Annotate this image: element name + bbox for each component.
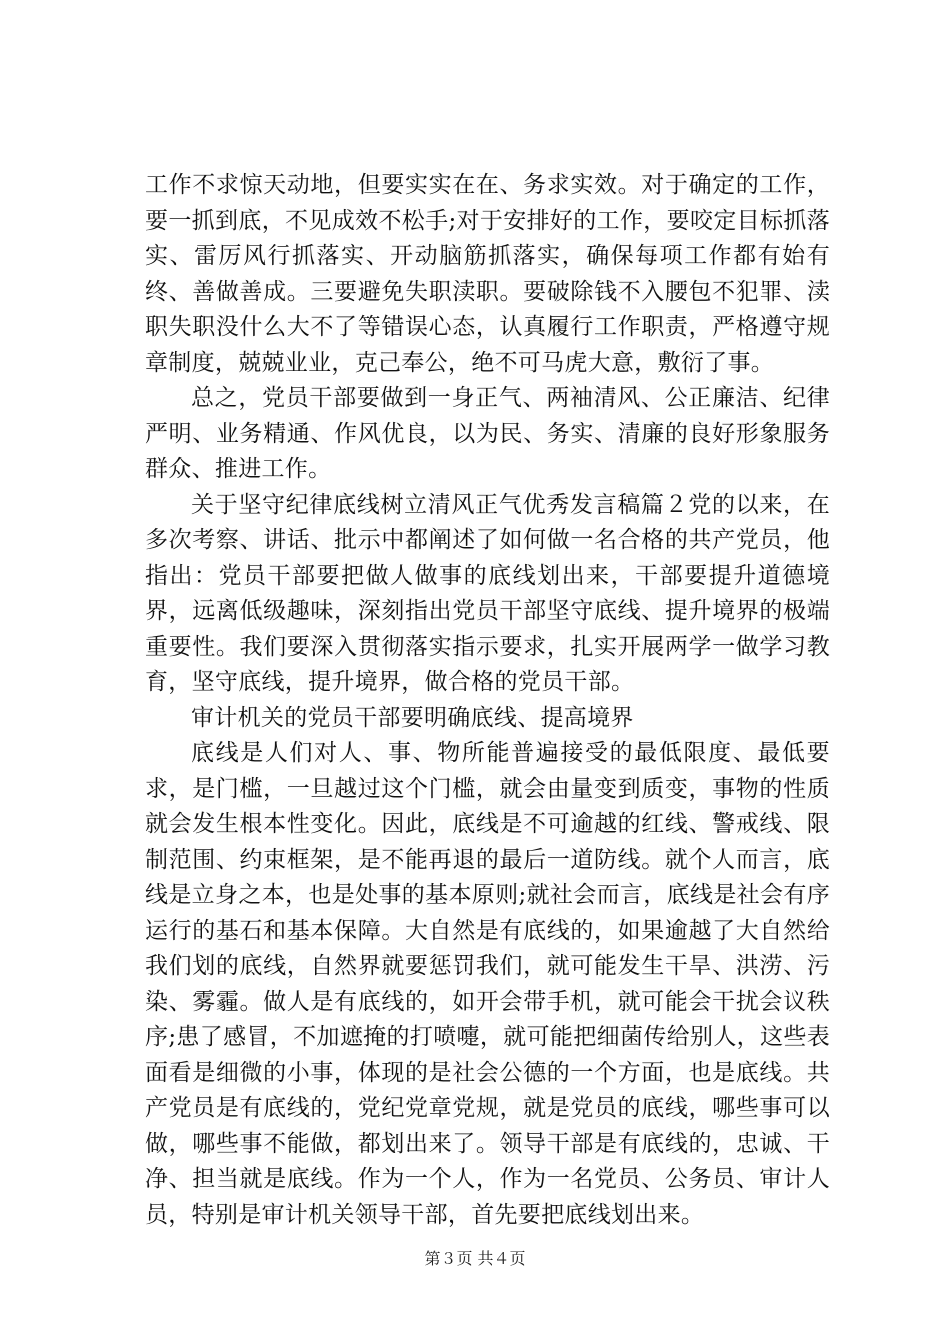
body-text: [145, 168, 830, 1233]
page-footer: 第３页 共４页: [424, 1249, 526, 1268]
paragraph-speech-intro: 关于坚守纪律底线树立清风正气优秀发言稿篇２党的以来，在多次考察、讲话、批示中都阐述了如何做一名合格的共产党员，他指出：党员干部要把做人做事的底线划出来，干部要提升道德境界，远离低级趣味，深刻指出党员干部坚守底线、提升境界的极端重要性。我们要深入贯彻落实指示要求，扎实开展两学一做学习教育，坚守底线，提升境界，做合格的党员干部。: [145, 491, 830, 695]
section-heading: 审计机关的党员干部要明确底线、提高境界: [191, 704, 634, 731]
paragraph-summary: 总之，党员干部要做到一身正气、两袖清风、公正廉洁、纪律严明、业务精通、作风优良，以为民、务实、清廉的良好形象服务群众、推进工作。: [145, 385, 830, 482]
paragraph-bottom-line: 底线是人们对人、事、物所能普遍接受的最低限度、最低要求，是门槛，一旦越过这个门槛，就会由量变到质变，事物的性质就会发生根本性变化。因此，底线是不可逾越的红线、警戒线、限制范围、约束框架，是不能再退的最后一道防线。就个人而言，底线是立身之本，也是处事的基本原则;就社会而言，底线是社会有序运行的基石和基本保障。大自然是有底线的，如果逾越了大自然给我们划的底线，自然界就要惩罚我们，就可能发生干旱、洪涝、污染、雾霾。做人是有底线的，如开会带手机，就可能会干扰会议秩序;患了感冒，不加遮掩的打喷嚏，就可能把细菌传给别人，这些表面看是细微的小事，体现的是社会公德的一个方面，也是底线。共产党员是有底线的，党纪党章党规，就是党员的底线，哪些事可以做，哪些事不能做，都划出来了。领导干部是有底线的，忠诚、干净、担当就是底线。作为一个人，作为一名党员、公务员、审计人员，特别是审计机关领导干部，首先要把底线划出来。: [145, 740, 830, 1228]
paragraph-continuation: 工作不求惊天动地，但要实实在在、务求实效。对于确定的工作，要一抓到底，不见成效不松手;对于安排好的工作，要咬定目标抓落实、雷厉风行抓落实、开动脑筋抓落实，确保每项工作都有始有终、善做善成。三要避免失职渎职。要破除钱不入腰包不犯罪、渎职失职没什么大不了等错误心态，认真履行工作职责，严格遵守规章制度，兢兢业业，克己奉公，绝不可马虎大意，敷衍了事。: [145, 172, 830, 376]
